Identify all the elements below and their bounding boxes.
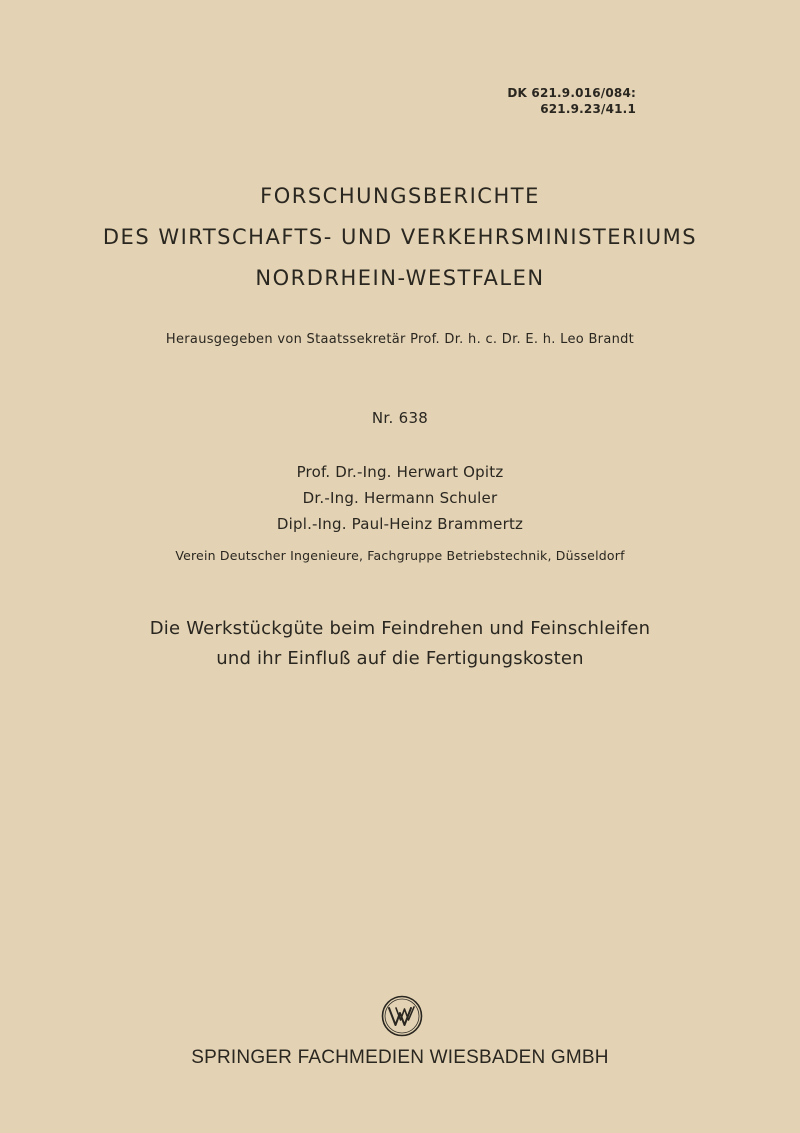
report-number: Nr. 638 bbox=[371, 409, 429, 427]
editor-line: Herausgegeben von Staatssekretär Prof. Dr. h. c. Dr. E. h. Leo Brandt bbox=[165, 332, 635, 347]
author-3: Dipl.-Ing. Paul-Heinz Brammertz bbox=[276, 515, 524, 533]
series-title-line-2: DES WIRTSCHAFTS- UND VERKEHRSMINISTERIUMS bbox=[102, 225, 698, 249]
book-title-line-2: und ihr Einfluß auf die Fertigungskosten bbox=[216, 648, 584, 669]
classification-code bbox=[507, 85, 636, 117]
author-2: Dr.-Ing. Hermann Schuler bbox=[302, 489, 498, 507]
author-list bbox=[0, 459, 800, 537]
institution: Verein Deutscher Ingenieure, Fachgruppe Betriebstechnik, Düsseldorf bbox=[175, 548, 625, 563]
series-title bbox=[0, 176, 800, 299]
classification-line-2: 621.9.23/41.1 bbox=[540, 102, 636, 116]
publisher-name: SPRINGER FACHMEDIEN WIESBADEN GMBH bbox=[191, 1047, 609, 1068]
series-title-line-3: NORDRHEIN-WESTFALEN bbox=[255, 266, 545, 290]
classification-line-1: DK 621.9.016/084: bbox=[507, 86, 636, 100]
springer-vieweg-logo-icon bbox=[380, 994, 424, 1038]
series-title-line-1: FORSCHUNGSBERICHTE bbox=[260, 184, 540, 208]
book-title-line-1: Die Werkstückgüte beim Feindrehen und Feinschleifen bbox=[149, 618, 651, 639]
author-1: Prof. Dr.-Ing. Herwart Opitz bbox=[296, 463, 504, 481]
book-title bbox=[0, 614, 800, 674]
